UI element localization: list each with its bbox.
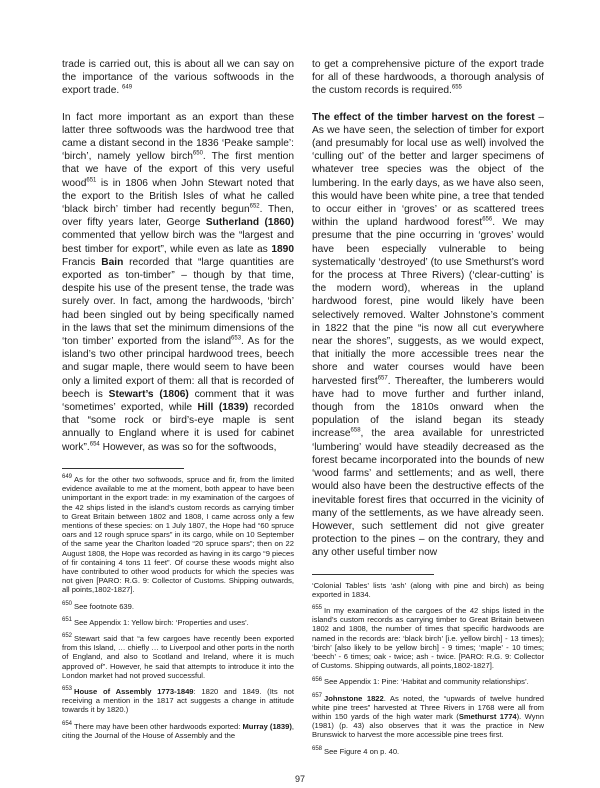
footnote-657 [312,694,544,740]
footnote-ref[interactable]: 657 [377,375,388,382]
left-paragraph-1 [62,58,294,98]
footnote-text: There may have been other hardwoods exported: [74,721,243,731]
footnote-ref[interactable]: 650 [192,150,203,157]
footnote-number: 657 [312,693,323,700]
footnote-653 [62,687,294,715]
footnote-ref[interactable]: 651 [86,177,97,184]
citation: 1890 [271,243,294,255]
text: trade is carried out, this is about all we can say on the importance of the various softwoods in the export trade. [62,59,294,97]
footnote-divider [312,574,434,575]
citation: Hill (1839) [197,402,249,414]
right-paragraph-1 [312,58,544,98]
footnote-text: In my examination of the cargoes of the 42 ships listed in the island’s custom records as carrying timber to Great Britain between 1802 and 1808, the number of times that specific hardwoods are named in the records are: ‘black birch’ [i.e. yellow birch] - 13 times); ‘birch’ [also likely to be yellow birch] - 9 times; ‘maple’ - 10 times; ‘beech’ - 6 times; oak - twice; ash - twice. [PARO: R.G. 9: Collector of Customs. Shipping outwards, all points,1802-1827]. [312,605,544,671]
footnote-655 [312,606,544,670]
footnote-ref[interactable]: 655 [451,85,462,92]
text: . As for the island’s two other principal hardwood trees, beech and sugar maple, there would seem to have been only a limited export of them: all that is recorded of beech is [62,336,294,400]
text: . We may presume that the pine occurring in ‘groves’ would have been especially vulnerable to being systematically ‘destroyed’ (to use Smethurst’s word for the process at Three Rivers) (‘clear-cutting’ is the modern word), whereas in the upland hardwood forest, pine would likely have been selectively removed. Walter Johnstone’s comment in 1822 that the pine “is now all cut everywhere near the shores”, suggests, as we would expect, that initially the more accessible trees near the shore and water courses would have been harvested first [312,217,544,387]
left-column [62,58,294,747]
text: recorded that “some rock or bird’s-eye maple is sent annually to England where it is used for cabinet work”. [62,402,294,453]
footnote-650 [62,602,294,611]
citation: Smethurst 1774 [458,711,517,721]
citation: Murray (1839) [242,721,292,731]
footnote-ref[interactable]: 649 [122,85,133,92]
footnote-text: See Appendix 1: Yellow birch: ‘Properties and uses’. [74,617,249,627]
footnote-number: 653 [62,686,73,693]
text: . Thereafter, the lumberers would have had to move further and further inland, though from the 1810s onward when the population of the island began its steady increase [312,375,544,440]
citation: Stewart’s (1806) [108,388,189,400]
footnote-ref[interactable]: 656 [482,216,493,223]
footnote-number: 652 [62,633,73,640]
text: In fact more important as an export than these latter three softwoods was the hardwood tree that came a distant second in the 1836 ‘Peake sample’: ‘birch’, namely yellow birch [62,111,294,163]
right-column [312,58,544,763]
text: – As we have seen, the selection of timber for export (and presumably for local use as well) involved the ‘culling out’ of the better and larger specimens of whatever tree species was the object of the lumbering. In the early days, as we have also seen, this would have been white pine, a tree that tended to occur either in ‘groves’ or as scattered trees within the upland hardwood forest [312,111,544,229]
footnote-ref[interactable]: 653 [231,335,242,342]
text: recorded that “large quantities are exported as ton-timber” – though by that time, despite his use of the present tense, the trade was surely over. In fact, among the hardwoods, ‘birch’ had been singled out by being specifically named in the laws that set the minimum dimensions of the ‘ton timber’ exported from the island [62,256,295,348]
footnote-text: : 1820 and 1849. (Its not receiving a mention in the 1817 act suggests a change in attitude towards it by 1820.) [62,686,295,715]
footnote-number: 651 [62,617,73,624]
footnote-number: 658 [312,746,323,753]
text: However, as was so for the softwoods, [99,441,277,453]
text: . The first mention that we have of the export of this very useful wood [62,151,294,189]
text: commented that yellow birch was the “largest and best timber for export”, while even as late as [62,230,294,255]
footnote-divider [62,468,184,469]
footnote-654-continued: ‘Colonial Tables’ lists ‘ash’ (along with pine and birch) as being exported in 1834. [312,580,544,599]
footnote-number: 654 [62,721,73,728]
footnote-text: See footnote 639. [74,601,134,611]
footnote-652 [62,634,294,680]
text: Francis [62,256,102,268]
footnote-text: , citing the Journal of the House of Assembly and the [62,721,294,740]
text: is in 1806 when John Stewart noted that the export to the British Isles of what he called ‘black birch’ timber had recently begun [62,177,294,216]
citation: House of Assembly 1773-1849 [74,686,194,696]
citation: Bain [101,256,124,268]
footnote-656 [312,677,544,686]
footnote-649 [62,475,294,595]
footnote-654 [62,722,294,740]
text: , the area available for unrestricted ‘lumbering’ would have steadily decreased as the forest became incorporated into the bounds of new ‘wood farms’ and settlements; and as well, there would also have been the destructive effects of the inevitable forest fires that occurred in the vicinity of many of the settlements, as we have already seen. However, such settlement did not give greater protection to the pines – on the contrary, they and any other useful timber now [312,428,544,559]
footnote-text: See Figure 4 on p. 40. [324,746,400,756]
footnote-text: Stewart said that “a few cargoes have recently been exported from this Island, … chiefly … to Liverpool and other ports in the north of England, and also to Scotland and Ireland, where it is much approved of”. However, he said that attempts to introduce it into the London market had not proved successful. [62,633,294,680]
footnote-658 [312,747,544,756]
citation: Johnstone 1822 [324,693,384,703]
footnote-ref[interactable]: 654 [89,441,100,448]
citation: Sutherland (1860) [205,217,294,229]
footnote-ref[interactable]: 658 [350,428,361,435]
right-paragraph-2 [312,111,544,560]
footnote-number: 650 [62,601,73,607]
footnote-text: See Appendix 1: Pine: ‘Habitat and community relationships’. [324,677,529,687]
left-paragraph-2 [62,111,294,454]
footnote-text: ). Wynn (1981) (p. 43) also observes that it was the practice in New Brunswick to harvest the more accessible pine trees first. [312,711,545,740]
text: . Then, over fifty years later, George [62,204,294,229]
footnote-number: 649 [62,474,73,481]
page-number: 97 [294,774,305,784]
section-heading: The effect of the timber harvest on the forest [312,111,535,123]
footnote-ref[interactable]: 652 [249,203,260,210]
footnote-text: As for the other two softwoods, spruce and fir, from the limited evidence available to me at the moment, both appear to have been unimportant in the export trade: in my examination of the cargoes of the 42 ships listed in the island’s custom records as carrying timber to Great Britain between 1802 and 1808, I came across only a few mentions of these species: on 1 July 1807, the Hope had “60 spruce oars and 12 rough spruce spars” in its cargo, while on 10 September of the same year the Charlton loaded “20 spruce spars”; then on 22 August 1808, the Hope was recorded as having in its cargo “9 pieces of fir containing 4 tons 11 feet”. Of course these woods might also have contributed to other wood products for which the species was not given [PARO: R.G. 9: Collector of Customs. Shipping outwards, all points,1802-1827]. [62,474,294,595]
footnote-number: 655 [312,605,323,612]
footnote-number: 656 [312,676,323,683]
text: to get a comprehensive picture of the export trade for all of these hardwoods, a thorough analysis of the custom records is required. [312,59,544,97]
footnote-text: . As noted, the “upwards of twelve hundred white pine trees” harvested at Three Rivers in 1768 were all from within 150 yards of the high water mark ( [312,693,544,721]
text: comment that it was ‘sometimes’ exported, while [62,388,294,414]
footnote-651 [62,618,294,627]
